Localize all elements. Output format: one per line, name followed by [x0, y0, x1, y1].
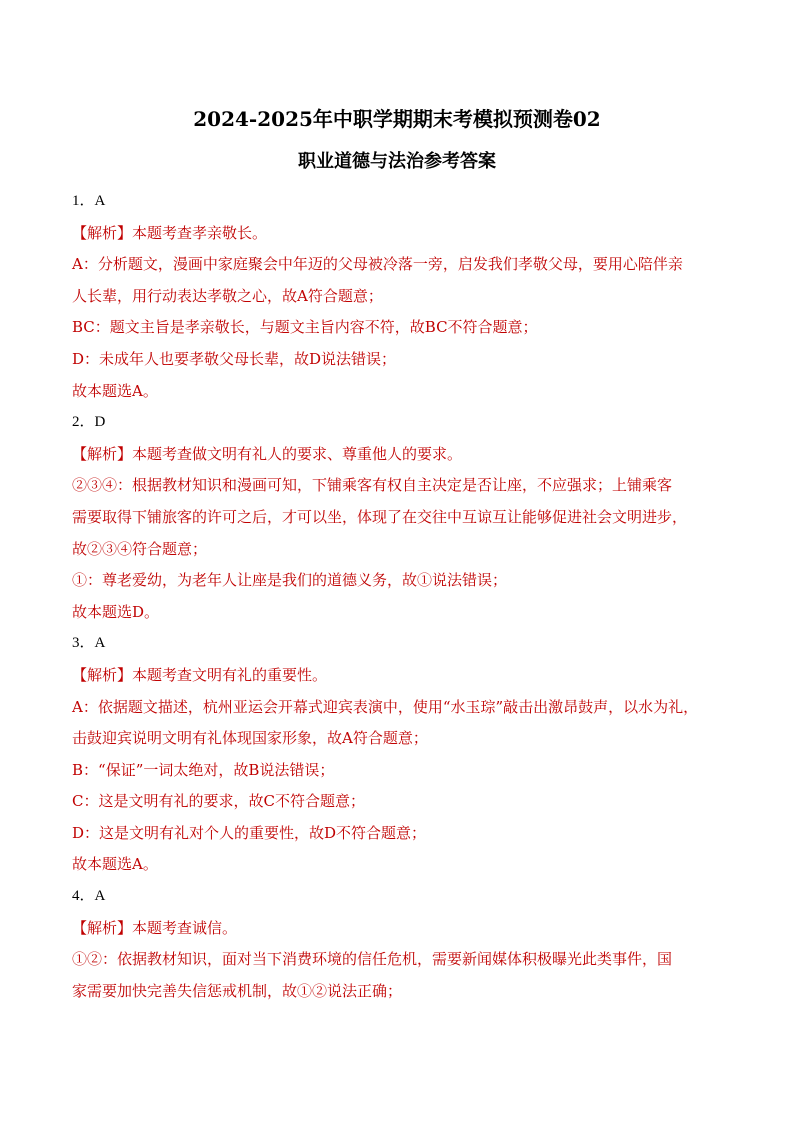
- explanation-line: D：这是文明有礼对个人的重要性，故D不符合题意；: [72, 823, 427, 842]
- explanation-line: 故②③④符合题意；: [72, 539, 208, 558]
- explanation-line: A：分析题文，漫画中家庭聚会中年迈的父母被冷落一旁，启发我们孝敬父母，要用心陪伴亲: [72, 255, 683, 274]
- explanation-line: 家需要加快完善失信惩戒机制，故①②说法正确；: [72, 981, 403, 1000]
- analysis-heading: 【解析】本题考查诚信。: [72, 918, 238, 937]
- explanation-line: ①②：依据教材知识，面对当下消费环境的信任危机，需要新闻媒体积极曝光此类事件，国: [72, 950, 673, 969]
- analysis-heading: 【解析】本题考查孝亲敬长。: [72, 223, 268, 242]
- explanation-line: 人长辈，用行动表达孝敬之心，故A符合题意；: [72, 286, 383, 305]
- question-number: 2．D: [72, 414, 106, 431]
- answer-body: [72, 186, 724, 1007]
- explanation-line: A：依据题文描述，杭州亚运会开幕式迎宾表演中，使用“水玉琮”敲击出激昂鼓声，以水为礼，: [72, 697, 699, 716]
- conclusion-line: 故本题选D。: [72, 602, 160, 621]
- explanation-line: C：这是文明有礼的要求，故C不符合题意；: [72, 792, 365, 811]
- page-title: 2024-2025年中职学期期末考模拟预测卷02: [193, 107, 601, 131]
- conclusion-line: 故本题选A。: [72, 855, 158, 874]
- question-number: 3．A: [72, 635, 106, 652]
- explanation-line: ①：尊老爱幼，为老年人让座是我们的道德义务，故①说法错误；: [72, 571, 508, 590]
- analysis-heading: 【解析】本题考查文明有礼的重要性。: [72, 665, 328, 684]
- explanation-line: D：未成年人也要孝敬父母长辈，故D说法错误；: [72, 349, 397, 368]
- explanation-line: ②③④：根据教材知识和漫画可知，下铺乘客有权自主决定是否让座，不应强求；上铺乘客: [72, 476, 673, 495]
- explanation-line: 击鼓迎宾说明文明有礼体现国家形象，故A符合题意；: [72, 729, 428, 748]
- explanation-line: B：“保证”一词太绝对，故B说法错误；: [72, 760, 335, 779]
- question-number: 4．A: [72, 888, 106, 905]
- explanation-line: 需要取得下铺旅客的许可之后，才可以坐，体现了在交往中互谅互让能够促进社会文明进步，: [72, 507, 688, 526]
- question-number: 1．A: [72, 193, 106, 209]
- explanation-line: BC：题文主旨是孝亲敬长，与题文主旨内容不符，故BC不符合题意；: [72, 318, 538, 337]
- analysis-heading: 【解析】本题考查做文明有礼人的要求、尊重他人的要求。: [72, 444, 463, 463]
- conclusion-line: 故本题选A。: [72, 381, 158, 400]
- page-subtitle: 职业道德与法治参考答案: [298, 151, 496, 172]
